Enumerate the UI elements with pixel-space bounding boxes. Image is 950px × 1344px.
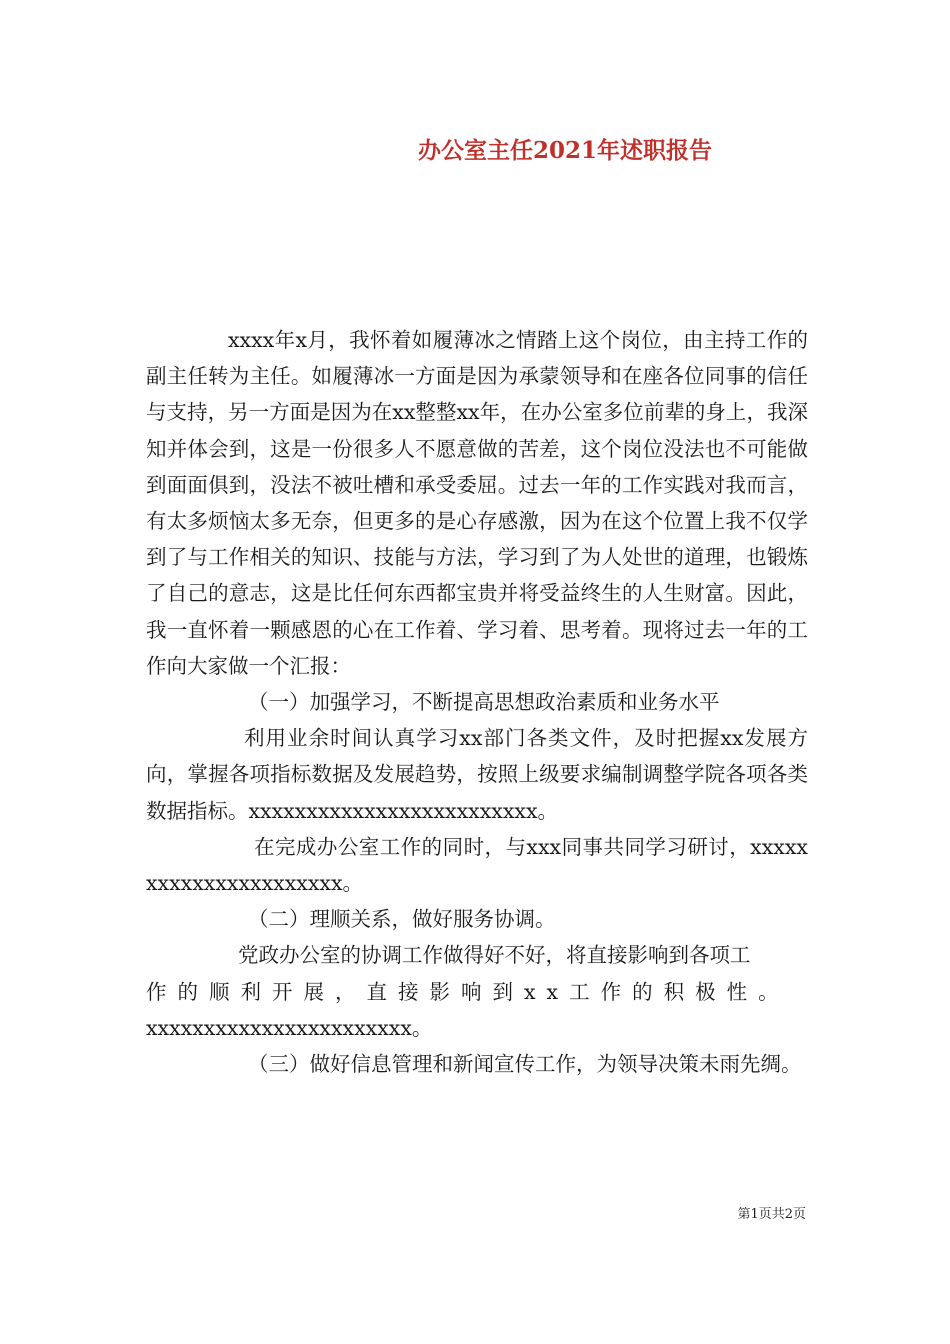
paragraph-coordination (146, 937, 808, 1046)
paragraph-coordination-line-1: 党政办公室的协调工作做得好不好，将直接影响到各项工 (238, 943, 751, 968)
paragraph-study: 利用业余时间认真学习xx部门各类文件，及时把握xx发展方向，掌握各项指标数据及发展趋势，按照上级要求编制调整学院各项各类数据指标。xxxxxxxxxxxxxxxxxxxxxxxxx。 (146, 726, 808, 823)
section-heading-1: （一）加强学习，不断提高思想政治素质和业务水平 (248, 690, 720, 715)
section-heading-2: （二）理顺关系，做好服务协调。 (248, 907, 556, 932)
section-heading-3: （三）做好信息管理和新闻宣传工作，为领导决策未雨先绸。 (248, 1052, 802, 1077)
paragraph-coordination-line-3: xxxxxxxxxxxxxxxxxxxxxxx。 (146, 1015, 433, 1040)
paragraph-intro: xxxx年x月，我怀着如履薄冰之情踏上这个岗位，由主持工作的副主任转为主任。如履薄冰一方面是因为承蒙领导和在座各位同事的信任与支持，另一方面是因为在xx整整xx年，在办公室多位前辈的身上，我深知并体会到，这是一份很多人不愿意做的苦差，这个岗位没法也不可能做到面面俱到，没法不被吐槽和承受委屈。过去一年的工作实践对我而言，有太多烦恼太多无奈，但更多的是心存感激，因为在这个位置上我不仅学到了与工作相关的知识、技能与方法，学习到了为人处世的道理，也锻炼了自己的意志，这是比任何东西都宝贵并将受益终生的人生财富。因此，我一直怀着一颗感恩的心在工作着、学习着、思考着。现将过去一年的工作向大家做一个汇报： (146, 328, 808, 678)
spaced-text: 作的顺利开展，直接影响到xx工作的积极性。 (146, 979, 790, 1004)
document-title: 办公室主任2021年述职报告 (417, 137, 712, 164)
page-number: 第1页共2页 (737, 1207, 806, 1222)
paragraph-research: 在完成办公室工作的同时，与xxx同事共同学习研讨，xxxxxxxxxxxxxxxxxxxxxx。 (146, 834, 808, 896)
document-body (146, 322, 808, 1082)
paragraph-coordination-line-2 (146, 974, 808, 1010)
